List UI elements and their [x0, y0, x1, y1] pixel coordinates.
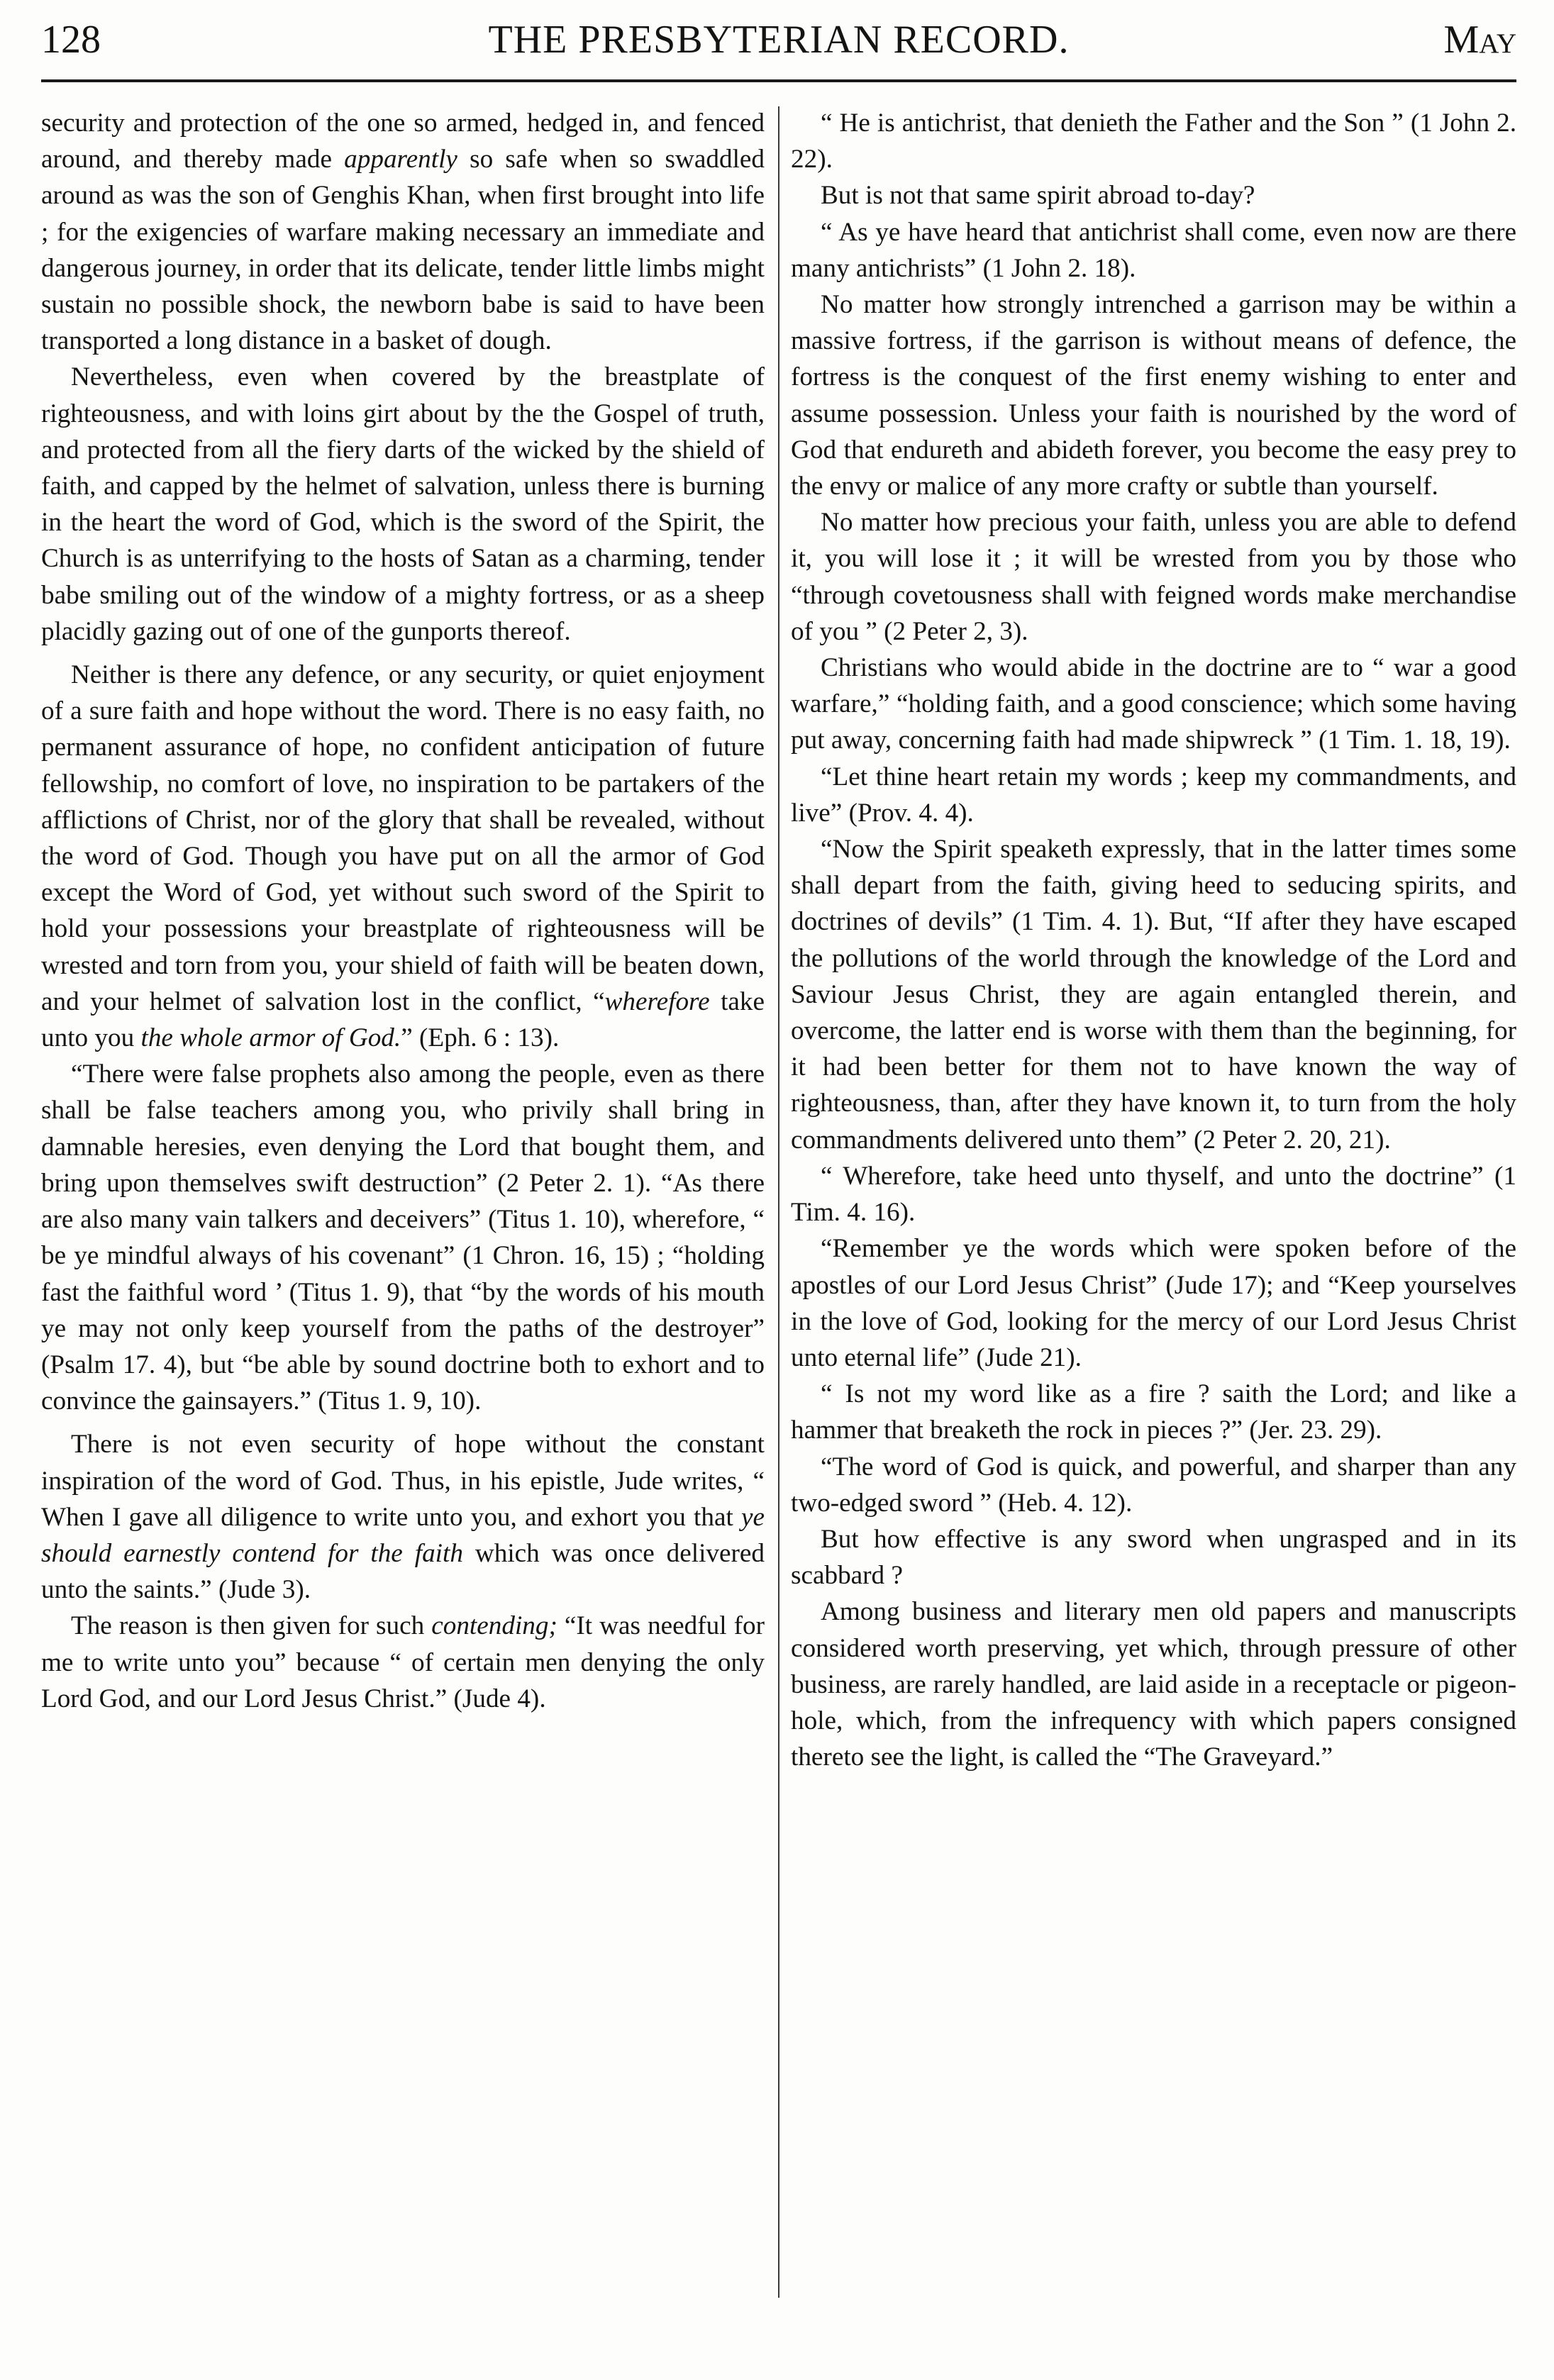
- paragraph: “The word of God is quick, and powerful, and sharper than any two-edged sword ” (Heb. 4. 12).: [791, 1452, 1516, 1518]
- left-column: [41, 105, 765, 1717]
- issue-month: May: [1443, 18, 1516, 62]
- journal-title: THE PRESBYTERIAN RECORD.: [488, 18, 1070, 62]
- paragraph: “Now the Spirit speaketh expressly, that in the latter times some shall depart from the faith, giving heed to seducing spirits, and doctrines of devils” (1 Tim. 4. 1). But, “If after they have escaped the pollutions of the world through the knowledge of the Lord and Saviour Jesus Christ, they are again entangled therein, and overcome, the latter end is worse with them than the beginning, for it had been better for them not to have known the way of righteousness, than, after they have known it, to turn from the holy commandments delivered unto them” (2 Peter 2. 20, 21).: [791, 835, 1516, 1155]
- paragraph: “Let thine heart retain my words ; keep my commandments, and live” (Prov. 4. 4).: [791, 762, 1516, 828]
- paragraph: No matter how precious your faith, unless you are able to defend it, you will lose it ; it will be wrested from you by those who “through covetousness shall with feigned words make merchandise of you ” (2 Peter 2, 3).: [791, 508, 1516, 646]
- paragraph: Nevertheless, even when covered by the breastplate of righteousness, and with loins girt about by the the Gospel of truth, and protected from all the fiery darts of the wicked by the shield of faith, and capped by the helmet of salvation, unless there is burning in the heart the word of God, which is the sword of the Spirit, the Church is as unterrifying to the hosts of Satan as a charming, tender babe smiling out of the window of a mighty fortress, or as a sheep placidly gazing out of one of the gunports thereof.: [41, 362, 765, 646]
- column-divider: [778, 106, 779, 2298]
- paragraph: Christians who would abide in the doctrine are to “ war a good warfare,” “holding faith, and a good conscience; which some having put away, concerning faith had made shipwreck ” (1 Tim. 1. 18, 19).: [791, 653, 1516, 755]
- paragraph: security and protection of the one so armed, hedged in, and fenced around, and thereby made apparently so safe when so swaddled around as was the son of Genghis Khan, when first brought into life ; for the exigencies of warfare making necessary an immediate and dangerous journey, in order that its delicate, tender little limbs might sustain no possible shock, the newborn babe is said to have been transported a long distance in a basket of dough.: [41, 109, 765, 356]
- paragraph: The reason is then given for such contending; “It was needful for me to write unto you” because “ of certain men denying the only Lord God, and our Lord Jesus Christ.” (Jude 4).: [41, 1611, 765, 1713]
- paragraph: But how effective is any sword when ungrasped and in its scabbard ?: [791, 1524, 1516, 1591]
- paragraph: “ As ye have heard that antichrist shall come, even now are there many antichrists” (1 John 2. 18).: [791, 217, 1516, 283]
- running-header: [41, 10, 1516, 69]
- page-number: 128: [41, 18, 101, 62]
- paragraph: “ Is not my word like as a fire ? saith the Lord; and like a hammer that breaketh the rock in pieces ?” (Jer. 23. 29).: [791, 1379, 1516, 1445]
- paragraph: “There were false prophets also among the people, even as there shall be false teachers among you, who privily shall bring in damnable heresies, even denying the Lord that bought them, and bring upon themselves swift destruction” (2 Peter 2. 1). “As there are also many vain talkers and deceivers” (Titus 1. 10), wherefore, “ be ye mindful always of his covenant” (1 Chron. 16, 15) ; “holding fast the faithful word ’ (Titus 1. 9), that “by the words of his mouth ye may not only keep yourself from the paths of the destroyer” (Psalm 17. 4), but “be able by sound doctrine both to exhort and to convince the gainsayers.” (Titus 1. 9, 10).: [41, 1060, 765, 1416]
- header-rule: [41, 79, 1516, 82]
- paragraph: No matter how strongly intrenched a garrison may be within a massive fortress, if the garrison is without means of defence, the fortress is the conquest of the first enemy wishing to enter and assume possession. Unless your faith is nourished by the word of God that endureth and abideth forever, you become the easy prey to the envy or malice of any more crafty or subtle than yourself.: [791, 290, 1516, 501]
- paragraph: “Remember ye the words which were spoken before of the apostles of our Lord Jesus Christ” (Jude 17); and “Keep yourselves in the love of God, looking for the mercy of our Lord Jesus Christ unto eternal life” (Jude 21).: [791, 1234, 1516, 1372]
- paragraph: Among business and literary men old papers and manuscripts considered worth preserving, yet which, through pressure of other business, are rarely handled, are laid aside in a receptacle or pigeon-hole, which, from the infrequency with which papers consigned thereto see the light, is called the “The Graveyard.”: [791, 1597, 1516, 1772]
- paragraph: There is not even security of hope without the constant inspiration of the word of God. Thus, in his epistle, Jude writes, “ When I gave all diligence to write unto you, and exhort you that ye should earnestly contend for the faith which was once delivered unto the saints.” (Jude 3).: [41, 1430, 765, 1605]
- right-column: [791, 105, 1516, 1775]
- paragraph: Neither is there any defence, or any security, or quiet enjoyment of a sure faith and hope without the word. There is no easy faith, no permanent assurance of hope, no confident anticipation of future fellowship, no comfort of love, no inspiration to be partakers of the afflictions of Christ, nor of the glory that shall be revealed, without the word of God. Though you have put on all the armor of God except the Word of God, yet without such sword of the Spirit to hold your possessions your breastplate of righteousness will be wrested and torn from you, your shield of faith will be beaten down, and your helmet of salvation lost in the conflict, “wherefore take unto you the whole armor of God.” (Eph. 6 : 13).: [41, 660, 765, 1053]
- paragraph: “ He is antichrist, that denieth the Father and the Son ” (1 John 2. 22).: [791, 109, 1516, 174]
- paragraph: “ Wherefore, take heed unto thyself, and unto the doctrine” (1 Tim. 4. 16).: [791, 1161, 1516, 1228]
- paragraph: But is not that same spirit abroad to-day?: [821, 181, 1255, 211]
